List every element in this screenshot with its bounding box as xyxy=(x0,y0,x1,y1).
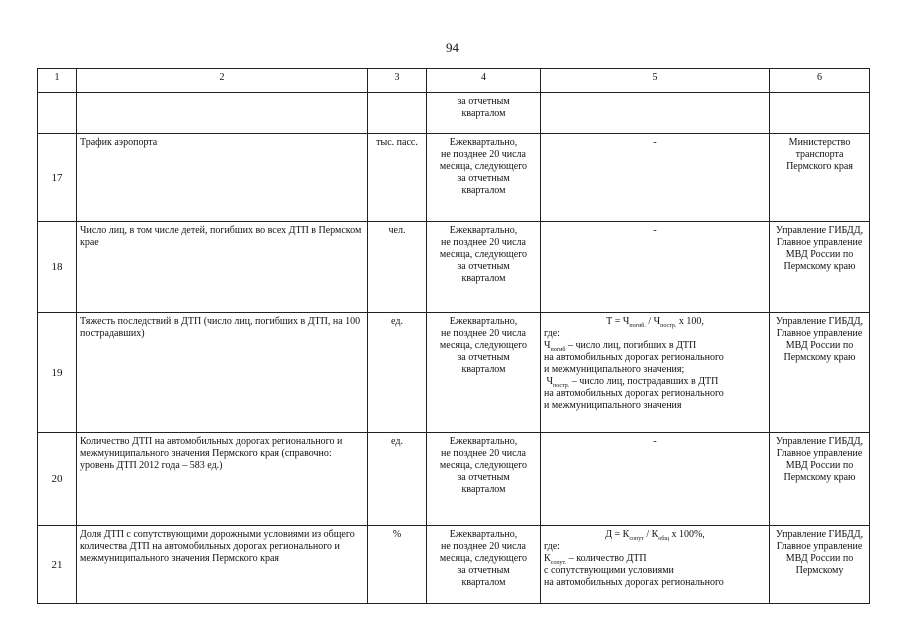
formula-subscript: сопут xyxy=(629,536,644,542)
table-row xyxy=(38,313,870,433)
responsible-cell xyxy=(770,93,870,134)
formula-definition xyxy=(544,553,766,565)
table-row xyxy=(38,433,870,526)
responsible-cell: Управление ГИБДД, Главное управление МВД России по Пермскому краю xyxy=(770,222,870,313)
formula-operator: = xyxy=(614,316,621,327)
column-header: 4 xyxy=(427,69,541,93)
deadline-line: за отчетным xyxy=(457,173,510,184)
method-cell xyxy=(541,313,770,433)
deadline-line: месяца, следующего xyxy=(439,553,528,564)
indicator-name-cell: Число лиц, в том числе детей, погибших во всех ДТП в Пермском крае xyxy=(77,222,368,313)
indicator-name-cell xyxy=(77,93,368,134)
table-row xyxy=(38,222,870,313)
row-number-cell: 19 xyxy=(38,313,77,433)
deadline-line: не позднее 20 числа xyxy=(441,237,526,248)
formula xyxy=(544,316,766,328)
table-row xyxy=(38,134,870,222)
deadline-line: кварталом xyxy=(461,484,506,495)
responsible-cell: Министерство транспорта Пермского края xyxy=(770,134,870,222)
column-header: 3 xyxy=(368,69,427,93)
unit-cell: тыс. пасс. xyxy=(368,134,427,222)
definition-text: – количество ДТП xyxy=(568,553,647,564)
deadline-line: Ежеквартально, xyxy=(449,436,518,447)
deadline-cell xyxy=(427,134,541,222)
formula-subscript: погиб. xyxy=(629,323,646,329)
deadline-line: Ежеквартально, xyxy=(449,225,518,236)
table-row xyxy=(38,93,870,134)
deadline-line: месяца, следующего xyxy=(439,340,528,351)
column-header: 2 xyxy=(77,69,368,93)
deadline-line: за отчетным xyxy=(457,96,510,107)
formula-subscript: постр. xyxy=(660,323,677,329)
deadline-line: не позднее 20 числа xyxy=(441,448,526,459)
deadline-line: месяца, следующего xyxy=(439,460,528,471)
deadline-line: не позднее 20 числа xyxy=(441,541,526,552)
method-cell: - xyxy=(541,222,770,313)
definition-line: на автомобильных дорогах регионального xyxy=(544,352,724,363)
definition-line: на автомобильных дорогах регионального xyxy=(544,388,724,399)
definition-line: и межмуниципального значения xyxy=(544,400,682,411)
table-row xyxy=(38,526,870,604)
unit-cell xyxy=(368,93,427,134)
formula-symbol: К xyxy=(544,553,551,564)
column-header: 6 xyxy=(770,69,870,93)
table-header-row xyxy=(38,69,870,93)
method-cell xyxy=(541,93,770,134)
formula-subscript: сопут. xyxy=(550,560,567,566)
formula-operator: х 100, xyxy=(678,316,704,327)
deadline-cell xyxy=(427,526,541,604)
formula-symbol: Д xyxy=(605,529,613,540)
indicator-name-cell: Трафик аэропорта xyxy=(77,134,368,222)
unit-cell: % xyxy=(368,526,427,604)
formula-definition xyxy=(544,340,766,352)
deadline-line: месяца, следующего xyxy=(439,249,528,260)
deadline-line: кварталом xyxy=(461,108,506,119)
formula-symbol: К xyxy=(651,529,659,540)
deadline-line: кварталом xyxy=(461,577,506,588)
definition-line: на автомобильных дорогах регионального xyxy=(544,577,724,588)
row-number-cell xyxy=(38,93,77,134)
formula-symbol: Ч xyxy=(546,376,553,387)
deadline-line: Ежеквартально, xyxy=(449,316,518,327)
deadline-line: за отчетным xyxy=(457,261,510,272)
row-number-cell: 21 xyxy=(38,526,77,604)
formula-where: где: xyxy=(544,328,560,339)
deadline-cell xyxy=(427,93,541,134)
formula-where: где: xyxy=(544,541,560,552)
deadline-line: кварталом xyxy=(461,185,506,196)
row-number-cell: 18 xyxy=(38,222,77,313)
page-number: 94 xyxy=(446,40,459,55)
responsible-cell: Управление ГИБДД, Главное управление МВД России по Пермскому краю xyxy=(770,313,870,433)
responsible-cell: Управление ГИБДД, Главное управление МВД России по Пермскому краю xyxy=(770,433,870,526)
formula-operator: = xyxy=(614,529,621,540)
deadline-line: не позднее 20 числа xyxy=(441,328,526,339)
deadline-cell xyxy=(427,313,541,433)
deadline-cell xyxy=(427,222,541,313)
definition-text: – число лиц, пострадавших в ДТП xyxy=(571,376,719,387)
deadline-line: за отчетным xyxy=(457,472,510,483)
indicator-name-cell: Доля ДТП с сопутствующими дорожными условиями из общего количества ДТП на автомобильных дорогах регионального и межмуниципального значения Пермского края xyxy=(77,526,368,604)
formula-operator: / xyxy=(648,316,652,327)
formula-symbol: Ч xyxy=(653,316,661,327)
deadline-line: Ежеквартально, xyxy=(449,137,518,148)
deadline-line: Ежеквартально, xyxy=(449,529,518,540)
deadline-line: месяца, следующего xyxy=(439,161,528,172)
deadline-line: не позднее 20 числа xyxy=(441,149,526,160)
deadline-line: за отчетным xyxy=(457,352,510,363)
formula-operator: / xyxy=(646,529,650,540)
method-cell: - xyxy=(541,433,770,526)
unit-cell: ед. xyxy=(368,433,427,526)
deadline-line: кварталом xyxy=(461,273,506,284)
definition-line: и межмуниципального значения; xyxy=(544,364,685,375)
responsible-cell: Управление ГИБДД, Главное управление МВД России по Пермскому xyxy=(770,526,870,604)
definition-text: – число лиц, погибших в ДТП xyxy=(567,340,697,351)
deadline-line: за отчетным xyxy=(457,565,510,576)
formula xyxy=(544,529,766,541)
formula-definition xyxy=(544,376,766,388)
definition-line: с сопутствующими условиями xyxy=(544,565,674,576)
formula-operator: х 100%, xyxy=(671,529,705,540)
indicators-table xyxy=(37,68,870,604)
unit-cell: ед. xyxy=(368,313,427,433)
unit-cell: чел. xyxy=(368,222,427,313)
formula-symbol: Ч xyxy=(622,316,630,327)
indicator-name-cell: Тяжесть последствий в ДТП (число лиц, погибших в ДТП, на 100 пострадавших) xyxy=(77,313,368,433)
deadline-line: кварталом xyxy=(461,364,506,375)
column-header: 5 xyxy=(541,69,770,93)
formula-subscript: постр. xyxy=(553,383,570,389)
formula-subscript: погиб xyxy=(550,347,566,353)
formula-subscript: общ xyxy=(658,536,669,542)
formula-symbol: К xyxy=(622,529,630,540)
column-header: 1 xyxy=(38,69,77,93)
row-number-cell: 20 xyxy=(38,433,77,526)
formula-symbol: Ч xyxy=(544,340,551,351)
method-cell xyxy=(541,526,770,604)
method-cell: - xyxy=(541,134,770,222)
indicator-name-cell: Количество ДТП на автомобильных дорогах регионального и межмуниципального значения Пермского края (справочно: уровень ДТП 2012 года – 583 ед.) xyxy=(77,433,368,526)
row-number-cell: 17 xyxy=(38,134,77,222)
formula-symbol: Т xyxy=(606,316,613,327)
deadline-cell xyxy=(427,433,541,526)
